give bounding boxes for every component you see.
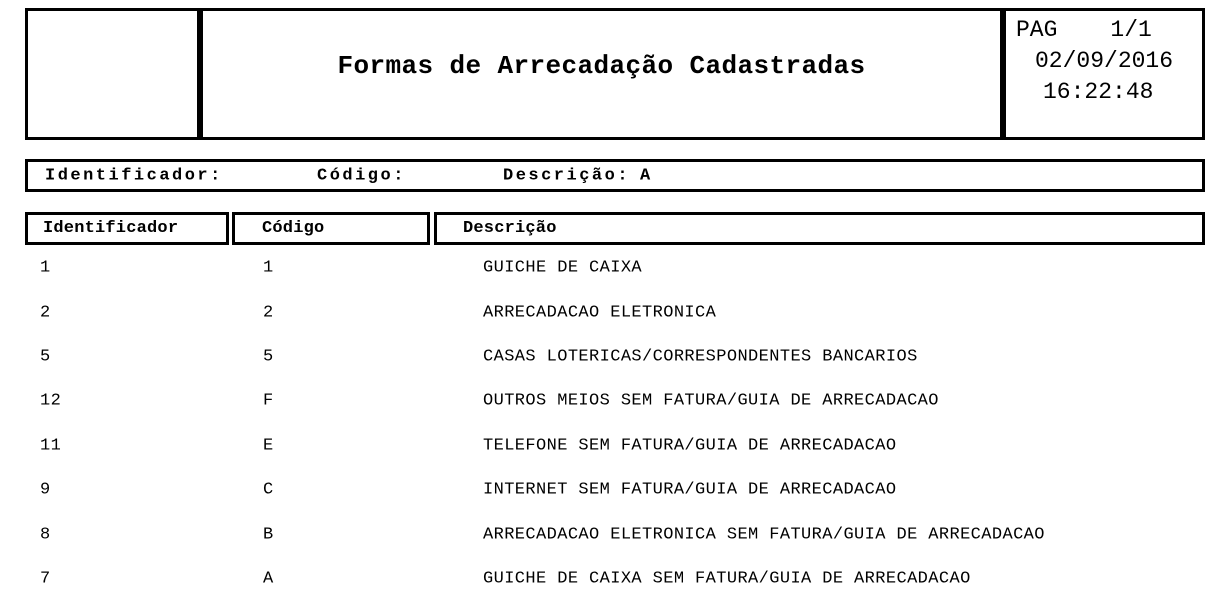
filter-codigo-label: Código:: [317, 166, 406, 185]
page-title: Formas de Arrecadação Cadastradas: [337, 51, 866, 81]
table-body: [25, 246, 1205, 594]
column-header-descricao: [434, 212, 1205, 245]
cell-codigo: F: [263, 391, 274, 411]
cell-codigo: 2: [263, 303, 274, 323]
page-number: 1/1: [1110, 17, 1152, 43]
cell-codigo: 1: [263, 258, 274, 278]
cell-identificador: 9: [40, 480, 51, 500]
cell-identificador: 11: [40, 436, 62, 456]
logo-box: [25, 8, 200, 140]
report-time: 16:22:48: [1043, 79, 1154, 105]
cell-codigo: C: [263, 480, 274, 500]
filter-descricao-label: Descrição:: [503, 166, 631, 185]
cell-descricao: OUTROS MEIOS SEM FATURA/GUIA DE ARRECADACAO: [483, 391, 939, 411]
cell-codigo: 5: [263, 347, 274, 367]
title-box: [200, 8, 1003, 140]
page-indicator: [1016, 15, 1202, 46]
table-row: [25, 379, 1205, 423]
cell-descricao: GUICHE DE CAIXA SEM FATURA/GUIA DE ARRECADACAO: [483, 569, 971, 589]
cell-identificador: 1: [40, 258, 51, 278]
filter-descricao-value: A: [640, 166, 653, 185]
filter-identificador-label: Identificador:: [45, 166, 223, 185]
table-row: [25, 468, 1205, 512]
table-row: [25, 246, 1205, 290]
table-row: [25, 424, 1205, 468]
cell-codigo: A: [263, 569, 274, 589]
table-row: [25, 290, 1205, 334]
cell-descricao: GUICHE DE CAIXA: [483, 258, 643, 278]
report-date: 02/09/2016: [1035, 48, 1174, 74]
cell-descricao: CASAS LOTERICAS/CORRESPONDENTES BANCARIOS: [483, 347, 918, 367]
cell-identificador: 12: [40, 391, 62, 411]
cell-codigo: B: [263, 525, 274, 545]
cell-identificador: 8: [40, 525, 51, 545]
filter-bar: [25, 159, 1205, 192]
cell-descricao: TELEFONE SEM FATURA/GUIA DE ARRECADACAO: [483, 436, 897, 456]
pag-label: PAG: [1016, 17, 1058, 43]
column-header-identificador: [25, 212, 229, 245]
cell-codigo: E: [263, 436, 274, 456]
table-row: [25, 335, 1205, 379]
table-row: [25, 557, 1205, 594]
column-header-label: Descrição: [463, 219, 557, 238]
cell-descricao: ARRECADACAO ELETRONICA: [483, 303, 717, 323]
cell-identificador: 7: [40, 569, 51, 589]
page-info-box: [1003, 8, 1205, 140]
cell-descricao: INTERNET SEM FATURA/GUIA DE ARRECADACAO: [483, 480, 897, 500]
column-header-label: Código: [262, 219, 325, 238]
table-row: [25, 512, 1205, 556]
column-header-label: Identificador: [43, 219, 179, 238]
cell-identificador: 5: [40, 347, 51, 367]
cell-identificador: 2: [40, 303, 51, 323]
column-header-codigo: [232, 212, 430, 245]
cell-descricao: ARRECADACAO ELETRONICA SEM FATURA/GUIA DE ARRECADACAO: [483, 525, 1045, 545]
